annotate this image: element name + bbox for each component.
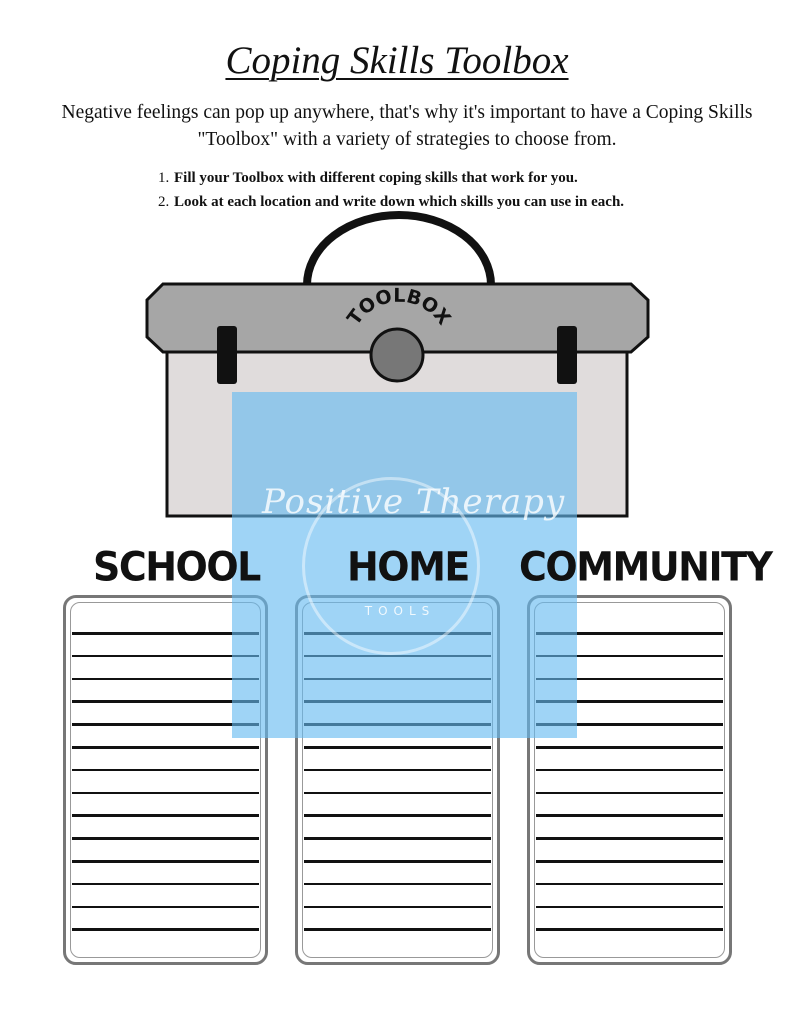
writing-line xyxy=(536,883,723,886)
writing-line xyxy=(72,792,259,795)
writing-line xyxy=(72,632,259,635)
writing-line xyxy=(72,814,259,817)
writing-line xyxy=(72,906,259,909)
writing-line xyxy=(304,746,491,749)
writing-line xyxy=(72,883,259,886)
writing-line xyxy=(304,837,491,840)
writing-line xyxy=(536,746,723,749)
writing-line xyxy=(72,837,259,840)
writing-line xyxy=(304,792,491,795)
step-text: Fill your Toolbox with different coping skills that work for you. xyxy=(174,170,578,186)
writing-line xyxy=(536,837,723,840)
toolbox-knob xyxy=(371,329,423,381)
writing-line xyxy=(536,792,723,795)
writing-line xyxy=(304,769,491,772)
writing-line xyxy=(72,723,259,726)
writing-line xyxy=(304,906,491,909)
writing-line xyxy=(72,860,259,863)
writing-line xyxy=(72,655,259,658)
toolbox-handle xyxy=(307,215,491,285)
intro-text: Negative feelings can pop up anywhere, that's why it's important to have a Coping Skills "Toolbox" with a variety of strategies to choose from. xyxy=(61,102,753,150)
writing-line xyxy=(72,928,259,931)
writing-line xyxy=(304,860,491,863)
location-label-school: SCHOOL xyxy=(93,543,260,591)
writing-line xyxy=(536,928,723,931)
step-number: 2. xyxy=(158,194,170,210)
watermark-logo: Positive Therapy xyxy=(262,482,566,522)
writing-line xyxy=(72,678,259,681)
toolbox-label: TOOLBOX xyxy=(343,284,455,330)
writing-line xyxy=(72,700,259,703)
watermark-logo-sub: TOOLS xyxy=(364,604,436,618)
writing-line xyxy=(304,883,491,886)
writing-line xyxy=(304,928,491,931)
location-label-home: HOME xyxy=(347,543,469,591)
latch-right xyxy=(557,326,577,384)
writing-line xyxy=(304,814,491,817)
location-label-community: COMMUNITY xyxy=(519,543,772,591)
writing-line xyxy=(536,769,723,772)
page-title: Coping Skills Toolbox xyxy=(225,39,569,82)
step-text: Look at each location and write down which skills you can use in each. xyxy=(174,194,625,210)
writing-line xyxy=(72,769,259,772)
writing-line xyxy=(72,746,259,749)
writing-line xyxy=(536,814,723,817)
latch-left xyxy=(217,326,237,384)
step-number: 1. xyxy=(158,170,170,186)
writing-line xyxy=(536,860,723,863)
writing-line xyxy=(536,906,723,909)
